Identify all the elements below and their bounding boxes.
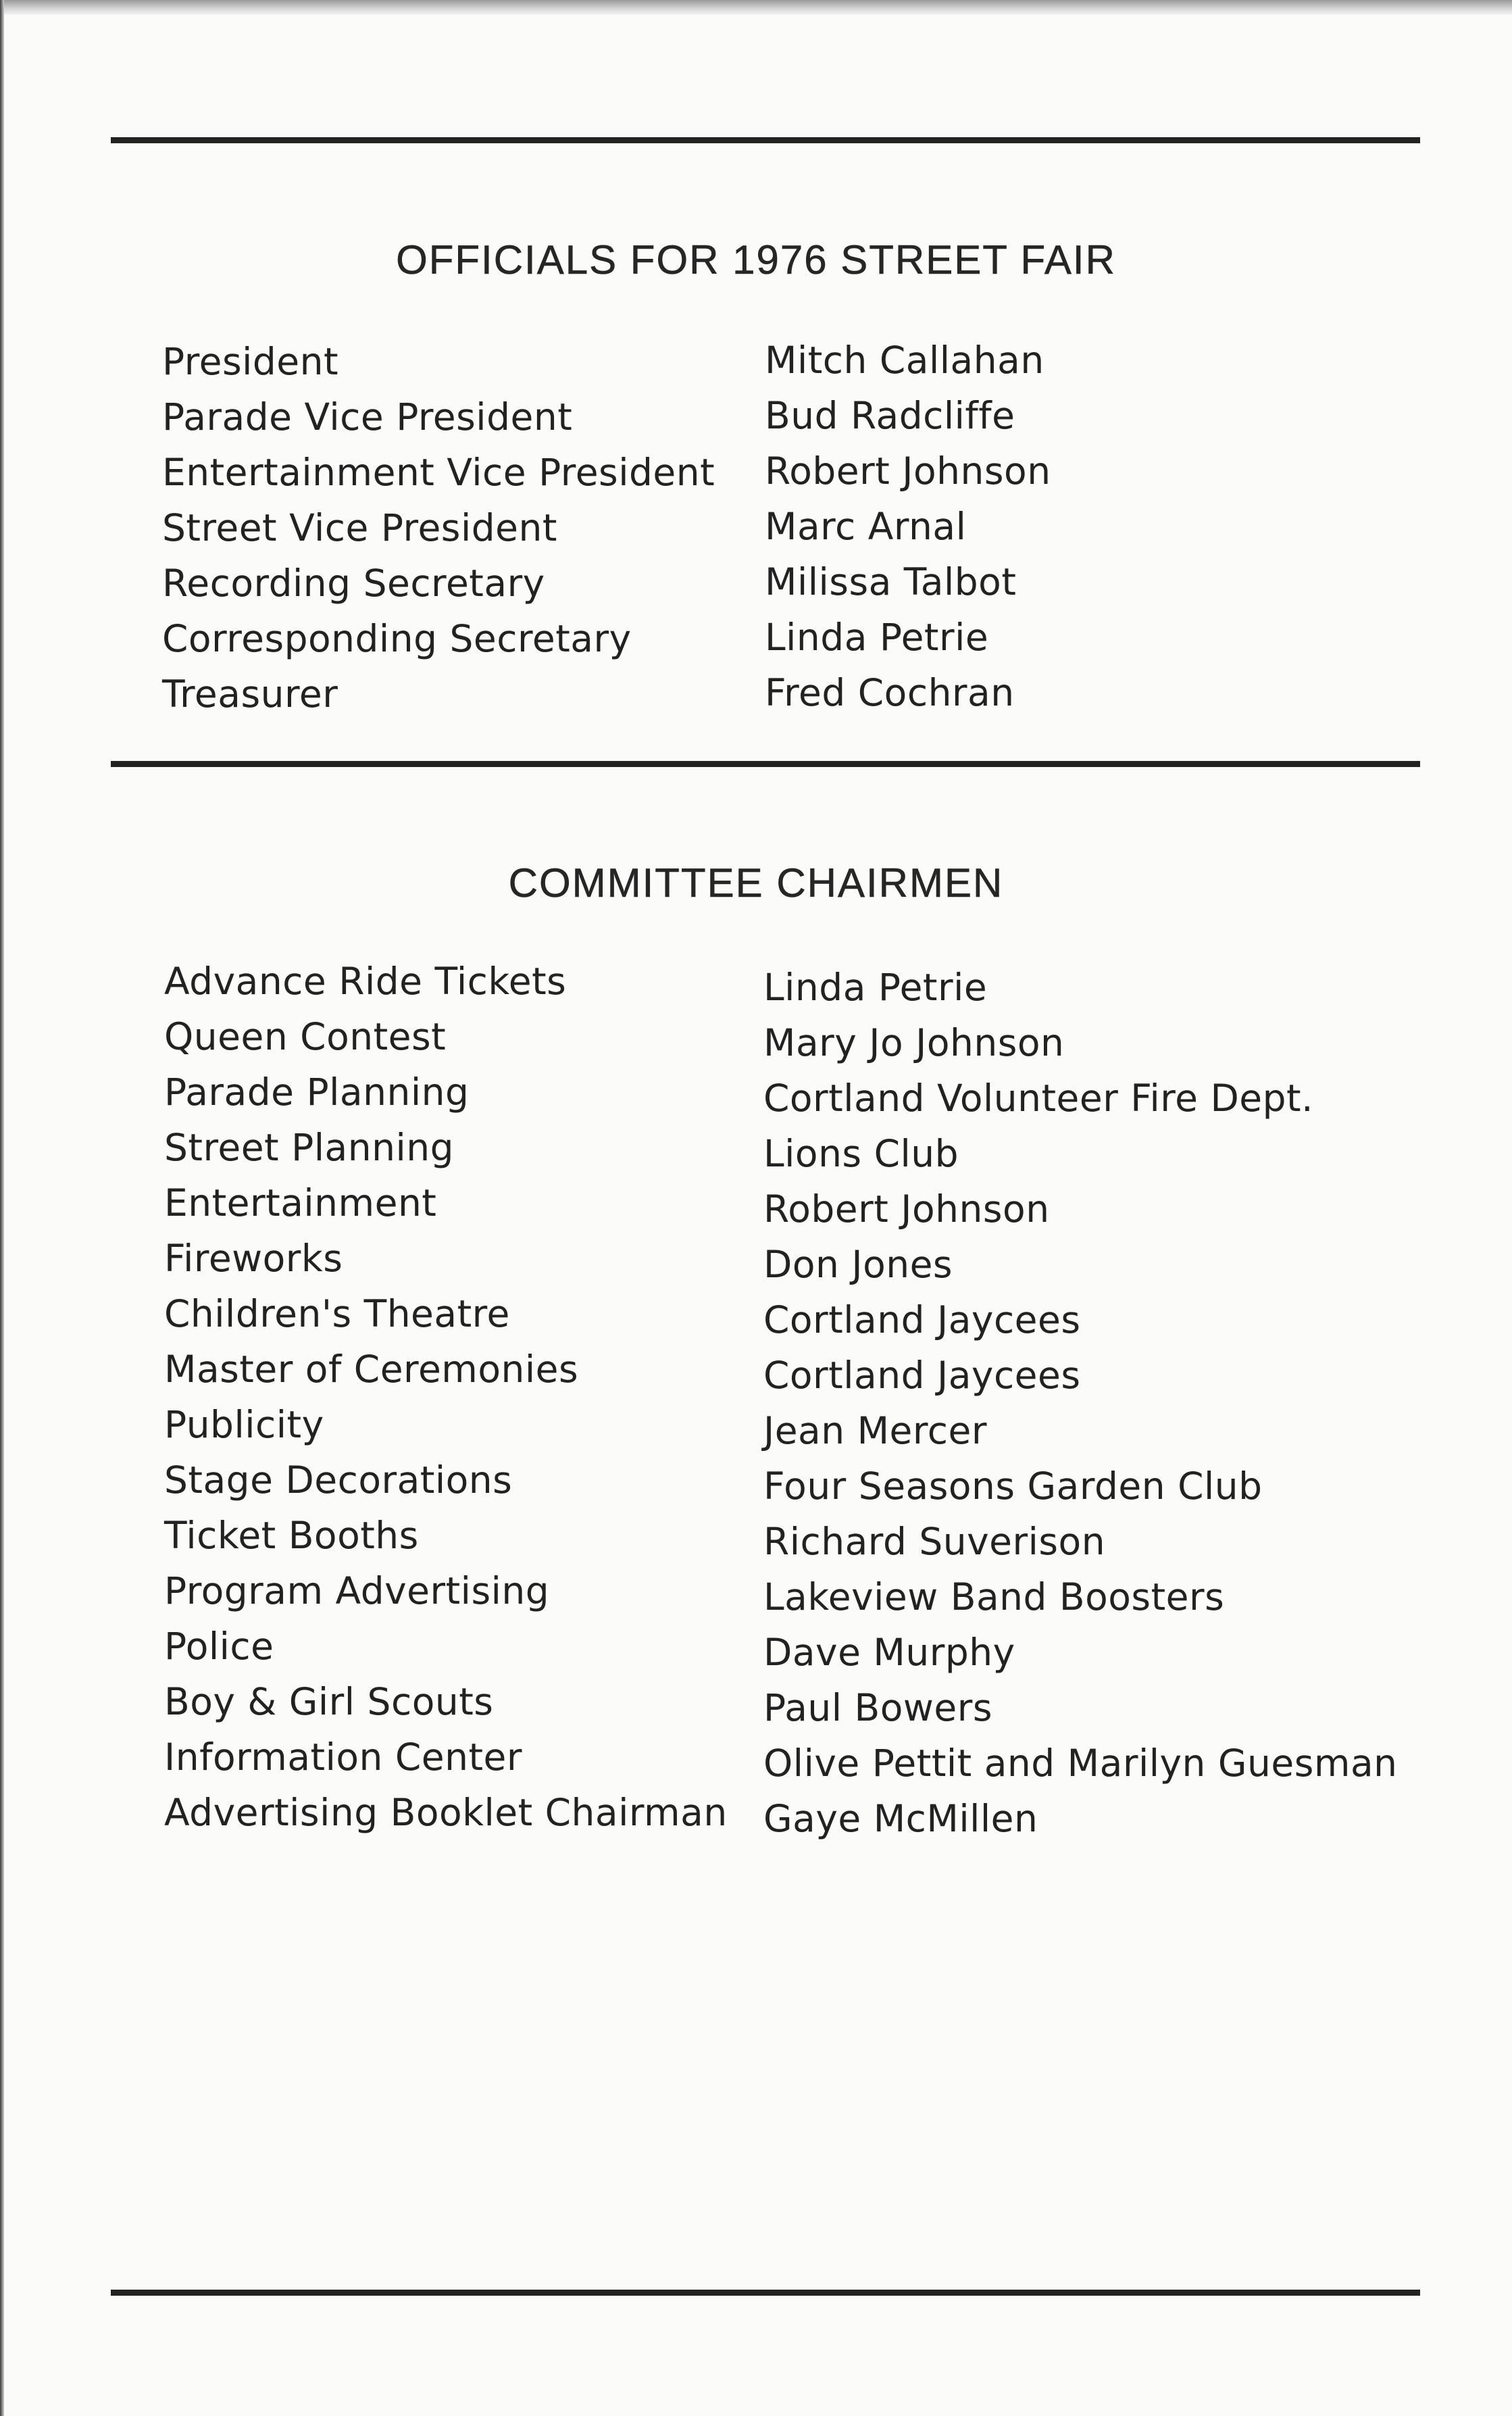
committee-role: Stage Decorations <box>164 1458 513 1502</box>
committee-name: Dave Murphy <box>763 1631 1015 1674</box>
committee-role: Information Center <box>164 1735 522 1779</box>
officials-name-list <box>765 332 1051 720</box>
officials-name: Bud Radcliffe <box>765 394 1015 437</box>
officials-name: Fred Cochran <box>765 671 1015 714</box>
committee-name: Cortland Volunteer Fire Dept. <box>763 1077 1314 1120</box>
scan-edge-left <box>0 0 4 2416</box>
committee-role: Children's Theatre <box>164 1292 510 1335</box>
committee-role: Entertainment <box>164 1181 437 1225</box>
committee-role: Queen Contest <box>164 1015 447 1058</box>
committee-name: Linda Petrie <box>763 966 988 1009</box>
committee-name: Richard Suverison <box>763 1520 1106 1563</box>
committee-name: Jean Mercer <box>763 1409 987 1452</box>
officials-role: Street Vice President <box>162 506 557 549</box>
committee-role: Publicity <box>164 1403 324 1446</box>
committee-name: Paul Bowers <box>763 1686 992 1729</box>
committee-role-list <box>164 954 728 1840</box>
officials-role: Entertainment Vice President <box>162 451 715 494</box>
top-divider <box>111 137 1420 143</box>
committee-role: Advertising Booklet Chairman <box>164 1791 728 1834</box>
committee-name: Don Jones <box>763 1243 953 1286</box>
committee-name: Olive Pettit and Marilyn Guesman <box>763 1742 1398 1785</box>
officials-name: Marc Arnal <box>765 505 967 548</box>
committee-role: Master of Ceremonies <box>164 1348 579 1391</box>
committee-name: Robert Johnson <box>763 1187 1050 1231</box>
officials-name: Linda Petrie <box>765 616 989 659</box>
officials-role: President <box>162 340 339 383</box>
committee-role: Street Planning <box>164 1126 455 1169</box>
officials-role-list <box>162 334 715 722</box>
middle-divider <box>111 761 1420 767</box>
committee-role: Program Advertising <box>164 1569 550 1612</box>
officials-heading: OFFICIALS FOR 1976 STREET FAIR <box>396 237 1116 282</box>
committee-name: Cortland Jaycees <box>763 1354 1081 1397</box>
officials-role: Parade Vice President <box>162 395 573 439</box>
committee-role: Advance Ride Tickets <box>164 960 567 1003</box>
committee-role: Fireworks <box>164 1237 343 1280</box>
bottom-divider <box>111 2290 1420 2296</box>
committee-heading: COMMITTEE CHAIRMEN <box>508 860 1004 906</box>
scan-edge-top <box>0 0 1512 15</box>
committee-name: Cortland Jaycees <box>763 1298 1081 1341</box>
officials-role: Recording Secretary <box>162 562 545 605</box>
committee-name: Lakeview Band Boosters <box>763 1575 1225 1619</box>
officials-name: Milissa Talbot <box>765 560 1017 603</box>
committee-name: Four Seasons Garden Club <box>763 1464 1263 1508</box>
committee-role: Parade Planning <box>164 1070 470 1114</box>
committee-name: Lions Club <box>763 1132 959 1175</box>
officials-role: Corresponding Secretary <box>162 617 632 660</box>
committee-name: Mary Jo Johnson <box>763 1021 1065 1064</box>
committee-role: Boy & Girl Scouts <box>164 1680 494 1723</box>
officials-role: Treasurer <box>162 672 338 716</box>
committee-name-list <box>763 960 1398 1846</box>
committee-name: Gaye McMillen <box>763 1797 1038 1840</box>
officials-name: Mitch Callahan <box>765 339 1044 382</box>
committee-role: Ticket Booths <box>164 1514 419 1557</box>
officials-name: Robert Johnson <box>765 449 1051 493</box>
committee-role: Police <box>164 1625 274 1668</box>
